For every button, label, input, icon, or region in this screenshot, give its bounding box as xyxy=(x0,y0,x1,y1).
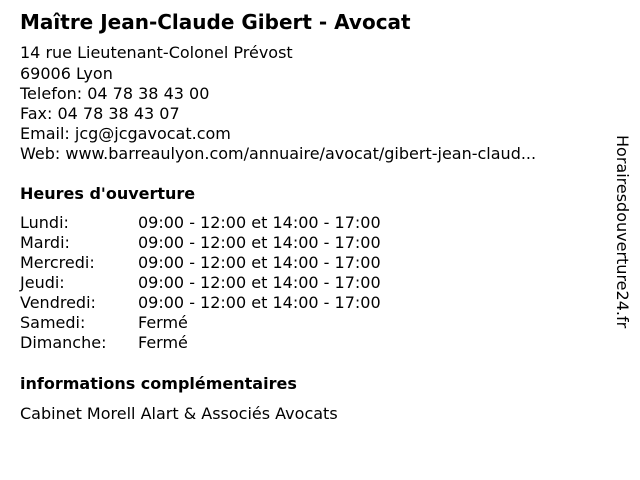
site-watermark: Horairesdouverture24.fr xyxy=(613,135,632,329)
info-text: Cabinet Morell Alart & Associés Avocats xyxy=(20,404,338,423)
hours-heading: Heures d'ouverture xyxy=(20,184,196,203)
street-address: 14 rue Lieutenant-Colonel Prévost xyxy=(20,43,293,62)
city-address: 69006 Lyon xyxy=(20,64,113,83)
time-value: 09:00 - 12:00 et 14:00 - 17:00 xyxy=(138,233,381,252)
watermark-container xyxy=(612,135,632,345)
info-heading: informations complémentaires xyxy=(20,374,297,393)
email-address: Email: jcg@jcgavocat.com xyxy=(20,124,231,143)
page-title: Maître Jean-Claude Gibert - Avocat xyxy=(20,10,411,34)
day-label: Mercredi: xyxy=(20,253,95,272)
time-value: 09:00 - 12:00 et 14:00 - 17:00 xyxy=(138,253,381,272)
day-label: Vendredi: xyxy=(20,293,96,312)
time-value: 09:00 - 12:00 et 14:00 - 17:00 xyxy=(138,213,381,232)
time-value: 09:00 - 12:00 et 14:00 - 17:00 xyxy=(138,273,381,292)
website-link[interactable]: Web: www.barreaulyon.com/annuaire/avocat/gibert-jean-claud... xyxy=(20,144,537,163)
day-label: Samedi: xyxy=(20,313,86,332)
day-label: Lundi: xyxy=(20,213,69,232)
day-label: Mardi: xyxy=(20,233,70,252)
phone-number: Telefon: 04 78 38 43 00 xyxy=(20,84,210,103)
fax-number: Fax: 04 78 38 43 07 xyxy=(20,104,180,123)
time-value: Fermé xyxy=(138,313,188,332)
time-value: Fermé xyxy=(138,333,188,352)
day-label: Dimanche: xyxy=(20,333,107,352)
time-value: 09:00 - 12:00 et 14:00 - 17:00 xyxy=(138,293,381,312)
day-label: Jeudi: xyxy=(20,273,65,292)
